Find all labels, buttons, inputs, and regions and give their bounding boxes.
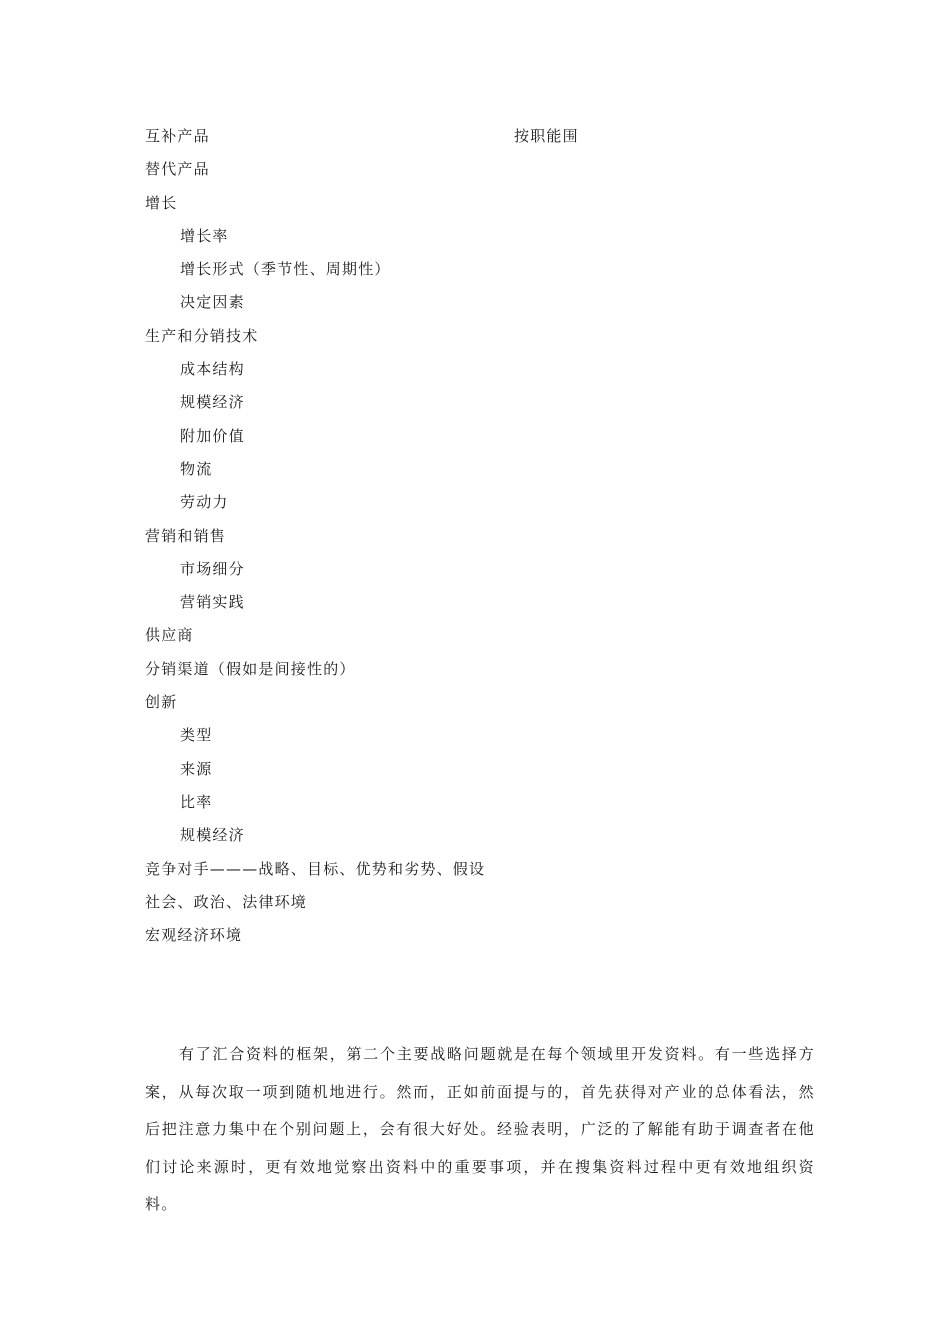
outline-item: 营销和销售 [145,526,227,545]
outline-subitem: 来源 [180,759,213,778]
outline-item: 互补产品 [145,127,210,145]
outline-item: 社会、政治、法律环境 [145,892,308,911]
outline-subitem: 类型 [180,726,213,745]
outline-item: 供应商 [145,626,194,645]
outline-subitem: 成本结构 [180,360,245,379]
outline-item: 分销渠道（假如是间接性的） [145,659,356,678]
outline-subitem: 劳动力 [180,493,229,512]
outline-item: 增长 [145,193,178,212]
outline-item: 生产和分销技术 [145,326,259,345]
outline-item: 创新 [145,693,178,712]
outline-item: 竞争对手———战略、目标、优势和劣势、假设 [145,859,486,878]
body-paragraph: 有了汇合资料的框架，第二个主要战略问题就是在每个领域里开发资料。有一些选择方案，从每次取一项到随机地进行。然而，正如前面提与的，首先获得对产业的总体看法，然后把注意力集中在个别问题上，会有很大好处。经验表明，广泛的了解能有助于调查者在他们讨论来源时，更有效地觉察出资料中的重要事项，并在搜集资料过程中更有效地组织资料。 [145,1045,815,1213]
outline-subitem: 比率 [180,792,213,811]
outline-subitem: 物流 [180,459,213,478]
outline-subitem: 增长形式（季节性、周期性） [180,260,391,279]
side-label: 按职能围 [514,127,579,145]
outline-subitem: 营销实践 [180,593,245,612]
outline-subitem: 附加价值 [180,426,245,445]
outline-subitem: 规模经济 [180,826,245,845]
outline-subitem: 决定因素 [180,293,245,312]
outline-subitem: 规模经济 [180,393,245,412]
outline-item: 宏观经济环境 [145,926,243,945]
outline-item: 替代产品 [145,160,210,179]
outline-subitem: 市场细分 [180,559,245,578]
industry-outline-list [145,124,805,956]
outline-subitem: 增长率 [180,226,229,245]
